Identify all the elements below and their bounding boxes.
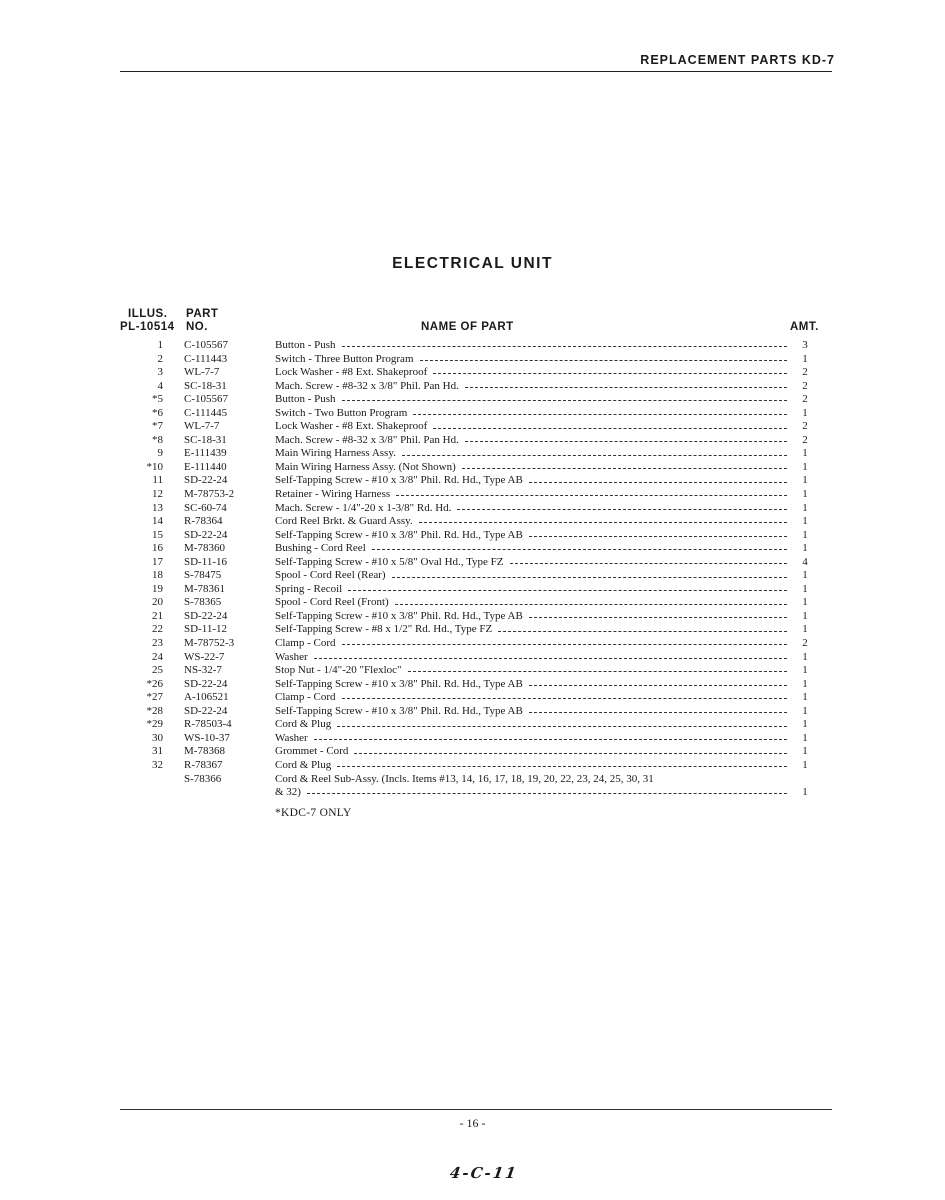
dash-leader xyxy=(529,617,787,618)
part-amount: 1 xyxy=(802,460,808,473)
parts-row xyxy=(120,420,840,434)
part-name: Lock Washer - #8 Ext. Shakeproof xyxy=(275,420,787,434)
part-amount: 1 xyxy=(802,569,808,582)
parts-row xyxy=(120,569,840,583)
parts-row xyxy=(120,434,840,448)
parts-row xyxy=(120,596,840,610)
part-amount: 1 xyxy=(802,515,808,528)
part-number: SC-18-31 xyxy=(184,433,227,446)
part-name: Clamp - Cord xyxy=(275,691,787,705)
part-number: C-111443 xyxy=(184,352,228,365)
illus-number: *27 xyxy=(146,691,163,704)
illus-number: *10 xyxy=(146,460,163,473)
dash-leader xyxy=(419,522,787,523)
part-number: WS-22-7 xyxy=(184,650,225,663)
part-name: Lock Washer - #8 Ext. Shakeproof xyxy=(275,366,787,380)
parts-row xyxy=(120,542,840,556)
handwritten-note: 4-C-11 xyxy=(448,1164,519,1182)
part-name: Washer xyxy=(275,651,787,665)
parts-row xyxy=(120,474,840,488)
part-name: Button - Push xyxy=(275,339,787,353)
dash-leader xyxy=(372,549,787,550)
dash-leader xyxy=(498,631,787,632)
parts-row xyxy=(120,393,840,407)
illus-number: *6 xyxy=(152,406,163,419)
part-name: Switch - Two Button Program xyxy=(275,407,787,421)
part-amount: 1 xyxy=(802,474,808,487)
page-header-title: REPLACEMENT PARTS KD-7 xyxy=(640,53,835,67)
illus-number: 20 xyxy=(152,596,163,609)
part-amount: 1 xyxy=(802,718,808,731)
part-number: S-78475 xyxy=(184,569,222,582)
part-amount: 2 xyxy=(802,366,808,379)
parts-row xyxy=(120,637,840,651)
part-header-line1: PART xyxy=(186,308,219,320)
dash-leader xyxy=(396,495,787,496)
illus-number: 24 xyxy=(152,650,163,663)
part-amount: 1 xyxy=(802,623,808,636)
dash-leader xyxy=(337,726,787,727)
parts-list xyxy=(120,339,840,800)
parts-row xyxy=(120,583,840,597)
illus-number: 25 xyxy=(152,664,163,677)
dash-leader xyxy=(457,509,787,510)
part-amount: 1 xyxy=(802,758,808,771)
part-amount: 2 xyxy=(802,420,808,433)
part-amount: 1 xyxy=(802,528,808,541)
part-name: Retainer - Wiring Harness xyxy=(275,488,787,502)
part-name: Self-Tapping Screw - #10 x 3/8" Phil. Rd. Hd., Type AB xyxy=(275,705,787,719)
parts-row xyxy=(120,502,840,516)
illus-number: 3 xyxy=(157,366,163,379)
parts-row xyxy=(120,447,840,461)
illus-number: 31 xyxy=(152,745,163,758)
part-name: Spool - Cord Reel (Front) xyxy=(275,596,787,610)
part-name: Mach. Screw - #8-32 x 3/8" Phil. Pan Hd. xyxy=(275,380,787,394)
parts-row xyxy=(120,529,840,543)
parts-row xyxy=(120,339,840,353)
part-name: Stop Nut - 1/4"-20 "Flexloc" xyxy=(275,664,787,678)
part-number: M-78361 xyxy=(184,582,225,595)
name-header: NAME OF PART xyxy=(421,321,514,333)
illus-number: 15 xyxy=(152,528,163,541)
dash-leader xyxy=(462,468,787,469)
illus-number: 13 xyxy=(152,501,163,514)
part-name: Self-Tapping Screw - #10 x 3/8" Phil. Rd. Hd., Type AB xyxy=(275,529,787,543)
part-number: S-78365 xyxy=(184,596,222,609)
part-number: C-111445 xyxy=(184,406,228,419)
parts-row xyxy=(120,745,840,759)
part-number: M-78752-3 xyxy=(184,637,235,650)
part-number: SC-18-31 xyxy=(184,379,227,392)
illus-number: *8 xyxy=(152,433,163,446)
dash-leader xyxy=(342,698,788,699)
parts-row xyxy=(120,691,840,705)
illus-number: *5 xyxy=(152,393,163,406)
illus-number: *26 xyxy=(146,677,163,690)
parts-row xyxy=(120,515,840,529)
part-name: Clamp - Cord xyxy=(275,637,787,651)
part-number: SD-22-24 xyxy=(184,528,228,541)
subassy-part-number: S-78366 xyxy=(184,772,222,785)
dash-leader xyxy=(337,766,787,767)
part-number: R-78503-4 xyxy=(184,718,232,731)
illus-number: 9 xyxy=(157,447,163,460)
part-number: C-105567 xyxy=(184,393,228,406)
part-amount: 1 xyxy=(802,406,808,419)
part-name: Cord & Plug xyxy=(275,718,787,732)
part-name: Self-Tapping Screw - #10 x 5/8" Oval Hd., Type FZ xyxy=(275,556,787,570)
part-number: SD-11-16 xyxy=(184,555,227,568)
dash-leader xyxy=(433,428,787,429)
amt-header: AMT. xyxy=(790,321,819,333)
dash-leader xyxy=(342,400,787,401)
illus-number: *29 xyxy=(146,718,163,731)
part-number: WL-7-7 xyxy=(184,420,220,433)
part-amount: 1 xyxy=(802,542,808,555)
parts-row xyxy=(120,380,840,394)
part-name: Spring - Recoil xyxy=(275,583,787,597)
dash-leader xyxy=(342,644,788,645)
dash-leader xyxy=(529,685,787,686)
part-amount: 2 xyxy=(802,379,808,392)
dash-leader xyxy=(433,373,787,374)
footer-rule xyxy=(120,1109,832,1110)
dash-leader xyxy=(529,536,787,537)
part-amount: 1 xyxy=(802,664,808,677)
dash-leader xyxy=(392,577,787,578)
part-amount: 1 xyxy=(802,691,808,704)
illus-number: 18 xyxy=(152,569,163,582)
part-name: Self-Tapping Screw - #10 x 3/8" Phil. Rd. Hd., Type AB xyxy=(275,610,787,624)
part-amount: 2 xyxy=(802,393,808,406)
parts-row xyxy=(120,718,840,732)
part-amount: 1 xyxy=(802,704,808,717)
dash-leader xyxy=(529,482,787,483)
dash-leader xyxy=(510,563,787,564)
illus-number: 12 xyxy=(152,488,163,501)
subassy-amount: 1 xyxy=(802,786,808,799)
part-number: SD-22-24 xyxy=(184,704,228,717)
part-header-line2: NO. xyxy=(186,321,208,333)
dash-leader xyxy=(354,753,787,754)
illus-number: 1 xyxy=(157,339,163,351)
parts-row xyxy=(120,353,840,367)
illus-number: 11 xyxy=(152,474,163,487)
part-amount: 1 xyxy=(802,582,808,595)
part-number: M-78368 xyxy=(184,745,225,758)
part-number: SD-22-24 xyxy=(184,609,228,622)
parts-row xyxy=(120,461,840,475)
part-name: Cord Reel Brkt. & Guard Assy. xyxy=(275,515,787,529)
part-amount: 1 xyxy=(802,488,808,501)
illus-number: 14 xyxy=(152,515,163,528)
parts-row xyxy=(120,610,840,624)
parts-row xyxy=(120,366,840,380)
dash-leader xyxy=(408,671,787,672)
part-amount: 1 xyxy=(802,731,808,744)
subassy-row-cont xyxy=(120,786,840,800)
illus-number: *7 xyxy=(152,420,163,433)
dash-leader xyxy=(402,455,787,456)
illus-number: 21 xyxy=(152,609,163,622)
dash-leader xyxy=(465,441,787,442)
subassy-row xyxy=(120,773,840,787)
illus-number: 32 xyxy=(152,758,163,771)
part-amount: 1 xyxy=(802,650,808,663)
part-number: R-78364 xyxy=(184,515,223,528)
part-number: SD-22-24 xyxy=(184,474,228,487)
parts-row xyxy=(120,651,840,665)
parts-row xyxy=(120,664,840,678)
dash-leader xyxy=(420,360,788,361)
illus-number: 23 xyxy=(152,637,163,650)
part-name: Main Wiring Harness Assy. (Not Shown) xyxy=(275,461,787,475)
part-amount: 1 xyxy=(802,352,808,365)
illus-number: 22 xyxy=(152,623,163,636)
parts-row xyxy=(120,732,840,746)
part-number: M-78753-2 xyxy=(184,488,235,501)
part-amount: 2 xyxy=(802,433,808,446)
parts-row xyxy=(120,678,840,692)
parts-row xyxy=(120,705,840,719)
illus-number: 2 xyxy=(157,352,163,365)
part-name: Self-Tapping Screw - #8 x 1/2" Rd. Hd., Type FZ xyxy=(275,623,787,637)
section-title: ELECTRICAL UNIT xyxy=(392,255,553,272)
part-amount: 4 xyxy=(802,555,808,568)
subassy-name-line1: Cord & Reel Sub-Assy. (Incls. Items #13, 14, 16, 17, 18, 19, 20, 22, 23, 24, 25, 30, 31 xyxy=(275,772,654,785)
part-amount: 1 xyxy=(802,501,808,514)
part-number: M-78360 xyxy=(184,542,225,555)
dash-leader xyxy=(314,739,787,740)
part-name: Self-Tapping Screw - #10 x 3/8" Phil. Rd. Hd., Type AB xyxy=(275,474,787,488)
part-name: Main Wiring Harness Assy. xyxy=(275,447,787,461)
part-amount: 1 xyxy=(802,609,808,622)
illus-number: 30 xyxy=(152,731,163,744)
part-amount: 1 xyxy=(802,745,808,758)
part-amount: 1 xyxy=(802,677,808,690)
dash-leader xyxy=(413,414,787,415)
part-number: SD-22-24 xyxy=(184,677,228,690)
part-number: C-105567 xyxy=(184,339,228,351)
dash-leader xyxy=(314,658,787,659)
parts-row xyxy=(120,556,840,570)
illus-number: 17 xyxy=(152,555,163,568)
part-name: Mach. Screw - 1/4"-20 x 1-3/8" Rd. Hd. xyxy=(275,502,787,516)
page-number: - 16 - xyxy=(459,1116,486,1130)
part-number: WS-10-37 xyxy=(184,731,230,744)
illus-header-line1: ILLUS. xyxy=(128,308,168,320)
illus-number: 19 xyxy=(152,582,163,595)
subassy-name-line2: & 32) xyxy=(275,786,787,800)
part-number: NS-32-7 xyxy=(184,664,222,677)
part-name: Button - Push xyxy=(275,393,787,407)
parts-row xyxy=(120,407,840,421)
part-number: WL-7-7 xyxy=(184,366,220,379)
part-name: Grommet - Cord xyxy=(275,745,787,759)
part-amount: 2 xyxy=(802,637,808,650)
part-name: Switch - Three Button Program xyxy=(275,353,787,367)
part-number: A-106521 xyxy=(184,691,229,704)
dash-leader xyxy=(529,712,787,713)
header-rule xyxy=(120,71,832,72)
part-name: Washer xyxy=(275,732,787,746)
part-name: Bushing - Cord Reel xyxy=(275,542,787,556)
part-name: Spool - Cord Reel (Rear) xyxy=(275,569,787,583)
dash-leader xyxy=(348,590,787,591)
dash-leader xyxy=(342,346,787,347)
part-amount: 1 xyxy=(802,596,808,609)
part-number: SC-60-74 xyxy=(184,501,227,514)
part-amount: 1 xyxy=(802,447,808,460)
part-number: SD-11-12 xyxy=(184,623,227,636)
part-name: Self-Tapping Screw - #10 x 3/8" Phil. Rd. Hd., Type AB xyxy=(275,678,787,692)
dash-leader xyxy=(465,387,787,388)
footnote: *KDC-7 ONLY xyxy=(275,807,352,819)
illus-number: *28 xyxy=(146,704,163,717)
illus-number: 4 xyxy=(157,379,163,392)
illus-number: 16 xyxy=(152,542,163,555)
part-number: R-78367 xyxy=(184,758,223,771)
dash-leader xyxy=(395,604,787,605)
part-amount: 3 xyxy=(802,339,808,351)
dash-leader xyxy=(307,793,787,794)
parts-row xyxy=(120,759,840,773)
parts-row xyxy=(120,623,840,637)
parts-row xyxy=(120,488,840,502)
part-name: Mach. Screw - #8-32 x 3/8" Phil. Pan Hd. xyxy=(275,434,787,448)
part-name: Cord & Plug xyxy=(275,759,787,773)
part-number: E-111439 xyxy=(184,447,227,460)
part-number: E-111440 xyxy=(184,460,227,473)
illus-header-line2: PL-10514 xyxy=(120,321,175,333)
